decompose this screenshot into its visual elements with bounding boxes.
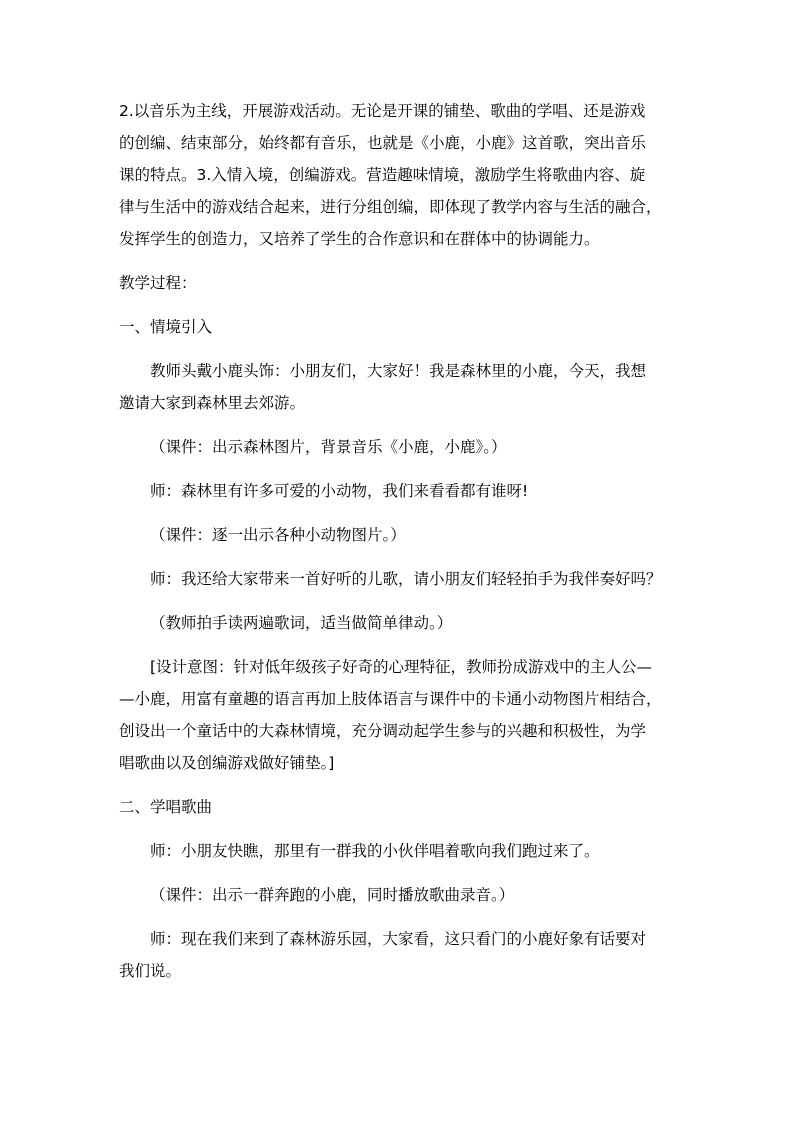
section-1-paragraph-5: 师：我还给大家带来一首好听的儿歌，请小朋友们轻轻拍手为我伴奏好吗？: [150, 570, 662, 588]
section-2-paragraph-1: 师：小朋友快瞧，那里有一群我的小伙伴唱着歌向我们跑过来了。: [150, 842, 600, 860]
section-1-paragraph-4: （课件：逐一出示各种小动物图片。）: [150, 526, 406, 544]
section-1-design-intent: [119, 651, 689, 779]
design-line-2: —小鹿，用富有童趣的语言再加上肢体语言与课件中的卡通小动物图片相结合，: [119, 690, 662, 708]
intro-line-2: 的创编、结束部分，始终都有音乐，也就是《小鹿，小鹿》这首歌，突出音乐: [119, 134, 647, 152]
intro-paragraph: [119, 95, 689, 255]
intro-line-4: 律与生活中的游戏结合起来，进行分组创编，即体现了教学内容与生活的融合，: [119, 198, 662, 216]
teaching-process-heading: 教学过程：: [119, 274, 197, 292]
section-2-paragraph-2: （课件：出示一群奔跑的小鹿，同时播放歌曲录音。）: [150, 886, 515, 904]
s2-p3-line-2: 我们说。: [119, 962, 182, 980]
section-1-paragraph-3: 师：森林里有许多可爱的小动物，我们来看看都有谁呀!: [150, 482, 529, 500]
intro-line-5: 发挥学生的创造力，又培养了学生的合作意识和在群体中的协调能力。: [119, 230, 600, 248]
section-1-heading: 一、情境引入: [119, 318, 213, 336]
s1-p1-line-2: 邀请大家到森林里去郊游。: [119, 394, 306, 412]
s2-p3-line-1: 师：现在我们来到了森林游乐园，大家看，这只看门的小鹿好象有话要对: [150, 930, 647, 948]
design-line-4: 唱歌曲以及创编游戏做好铺垫。]: [119, 754, 335, 772]
section-1-paragraph-2: （课件：出示森林图片，背景音乐《小鹿，小鹿》。）: [150, 438, 507, 456]
section-1-paragraph-1: [119, 355, 689, 419]
section-1-paragraph-6: （教师拍手读两遍歌词，适当做简单律动。）: [150, 614, 453, 632]
document-body: [119, 95, 689, 987]
intro-line-1: 2.以音乐为主线，开展游戏活动。无论是开课的铺垫、歌曲的学唱、还是游戏: [119, 102, 646, 120]
intro-line-3: 课的特点。3.入情入境，创编游戏。营造趣味情境，激励学生将歌曲内容、旋: [119, 166, 646, 184]
design-line-3: 创设出一个童话中的大森林情境，充分调动起学生参与的兴趣和积极性，为学: [119, 722, 647, 740]
s1-p1-line-1: 教师头戴小鹿头饰：小朋友们，大家好！我是森林里的小鹿，今天，我想: [150, 362, 647, 380]
section-2-heading: 二、学唱歌曲: [119, 798, 213, 816]
design-line-1: [设计意图：针对低年级孩子好奇的心理特征，教师扮成游戏中的主人公—: [150, 658, 653, 676]
section-2-paragraph-3: [119, 923, 689, 987]
